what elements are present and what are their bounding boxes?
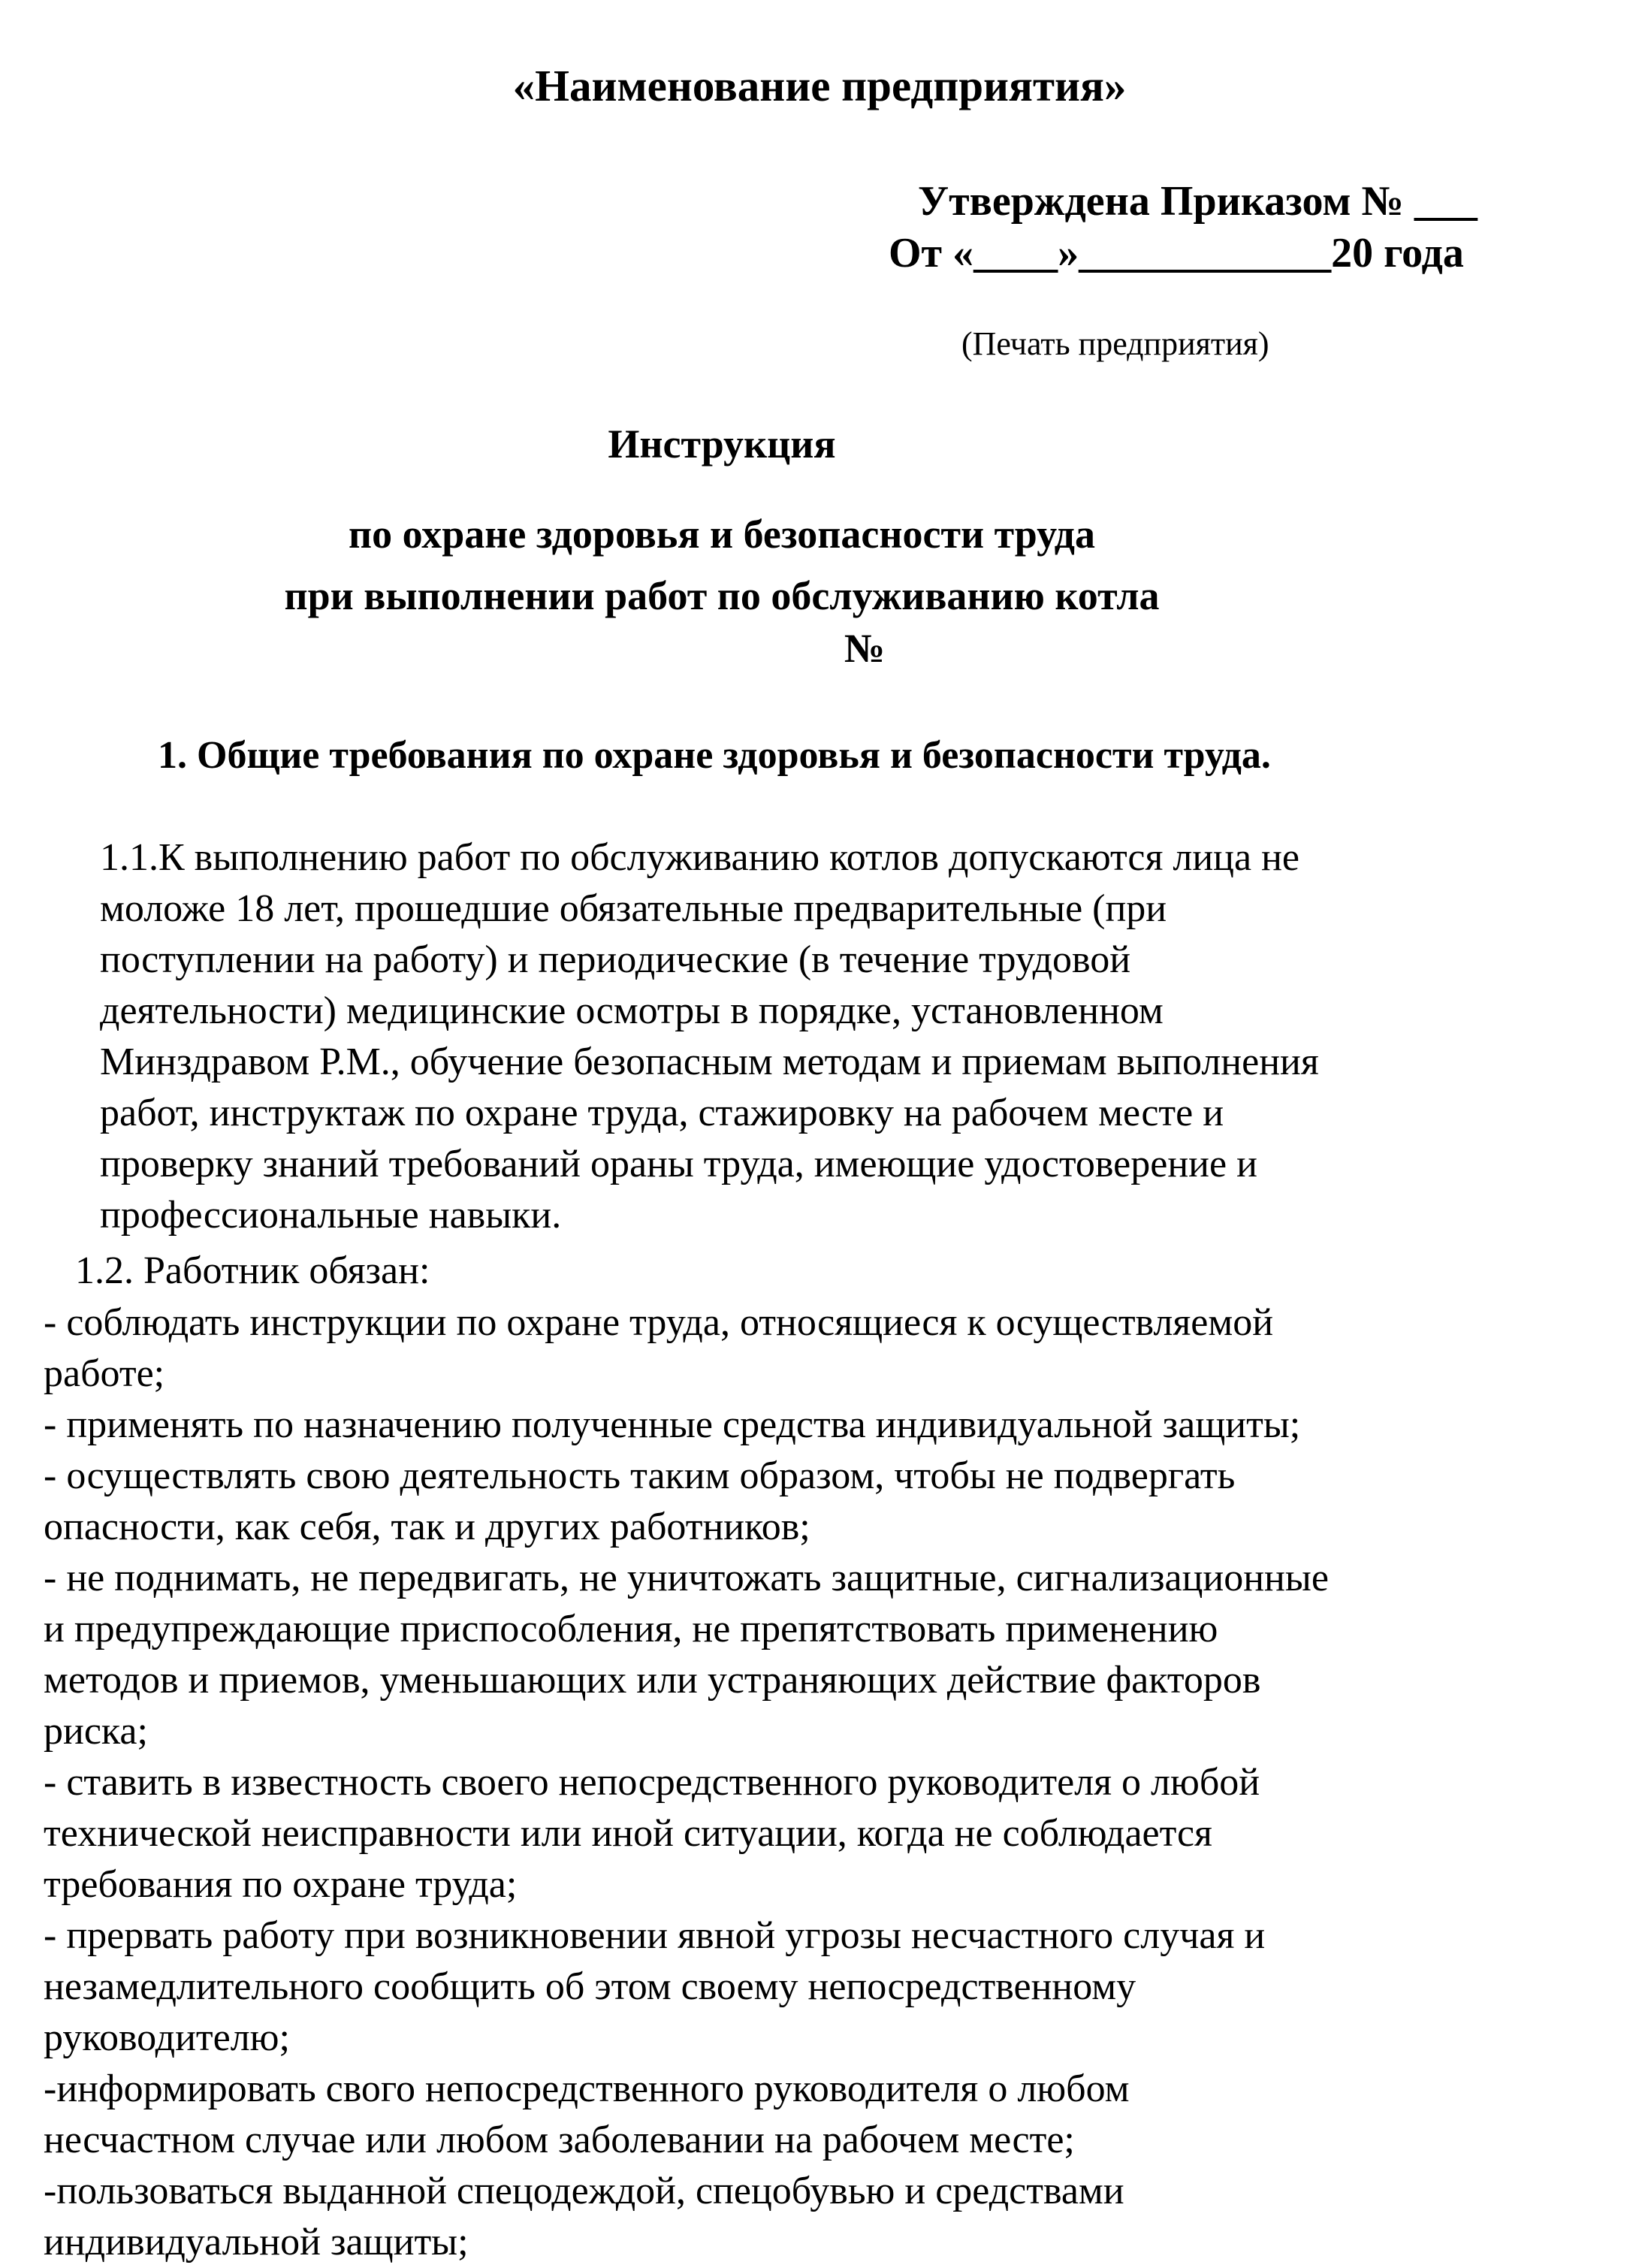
approval-order-line: Утверждена Приказом № ___ <box>918 178 1478 225</box>
list-line: несчастном случае или любом заболевании на рабочем месте; <box>44 2119 1075 2161</box>
list-line: - не поднимать, не передвигать, не уничтожать защитные, сигнализационные <box>44 1557 1329 1599</box>
list-line: опасности, как себя, так и других работников; <box>44 1505 810 1548</box>
text-line: Минздравом Р.М., обучение безопасным методам и приемам выполнения <box>100 1040 1319 1083</box>
document-title: Инструкция <box>608 421 836 467</box>
organization-name: «Наименование предприятия» <box>512 61 1127 110</box>
list-line: требования по охране труда; <box>44 1863 518 1906</box>
list-line: -информировать свого непосредственного руководителя о любом <box>44 2067 1130 2110</box>
text-line: деятельности) медицинские осмотры в порядке, установленном <box>100 989 1164 1032</box>
list-line: работе; <box>44 1352 165 1395</box>
list-line: риска; <box>44 1710 148 1753</box>
text-line: проверку знаний требований ораны труда, имеющие удостоверение и <box>100 1143 1257 1185</box>
list-line: индивидуальной защиты; <box>44 2221 469 2263</box>
document-subtitle-number: № <box>844 626 886 671</box>
text-line: профессиональные навыки. <box>100 1194 562 1237</box>
paragraph-1-2-list <box>44 1297 1329 2268</box>
list-line: руководителю; <box>44 2016 290 2059</box>
list-line: -пользоваться выданной спецодеждой, спецобувью и средствами <box>44 2170 1124 2212</box>
approval-date-line: От «____»____________20 года <box>889 230 1464 276</box>
list-line: - прервать работу при возникновении явной угрозы несчастного случая и <box>44 1914 1266 1957</box>
document-subtitle-line2: при выполнении работ по обслуживанию котла <box>284 573 1160 618</box>
text-line: моложе 18 лет, прошедшие обязательные предварительные (при <box>100 887 1167 930</box>
company-stamp-placeholder: (Печать предприятия) <box>961 325 1269 362</box>
list-line: - применять по назначению полученные средства индивидуальной защиты; <box>44 1403 1301 1446</box>
paragraph-1-2-heading: 1.2. Работник обязан: <box>75 1249 430 1292</box>
text-line: поступлении на работу) и периодические (в течение трудовой <box>100 938 1131 981</box>
section-1-heading: 1. Общие требования по охране здоровья и безопасности труда. <box>158 734 1271 777</box>
list-line: и предупреждающие приспособления, не препятствовать применению <box>44 1608 1218 1650</box>
text-line: работ, инструктаж по охране труда, стажировку на рабочем месте и <box>100 1092 1224 1134</box>
document-subtitle-line1: по охране здоровья и безопасности труда <box>348 512 1096 557</box>
list-line: - соблюдать инструкции по охране труда, относящиеся к осуществляемой <box>44 1301 1274 1344</box>
list-line: технической неисправности или иной ситуации, когда не соблюдается <box>44 1812 1212 1855</box>
paragraph-1-1 <box>100 832 1319 1241</box>
list-line: методов и приемов, уменьшающих или устраняющих действие факторов <box>44 1659 1261 1702</box>
list-line: незамедлительного сообщить об этом своему непосредственному <box>44 1965 1136 2008</box>
list-line: - ставить в известность своего непосредственного руководителя о любой <box>44 1761 1260 1804</box>
list-line: - осуществлять свою деятельность таким образом, чтобы не подвергать <box>44 1454 1236 1497</box>
text-line: 1.1.К выполнению работ по обслуживанию котлов допускаются лица не <box>100 836 1299 879</box>
